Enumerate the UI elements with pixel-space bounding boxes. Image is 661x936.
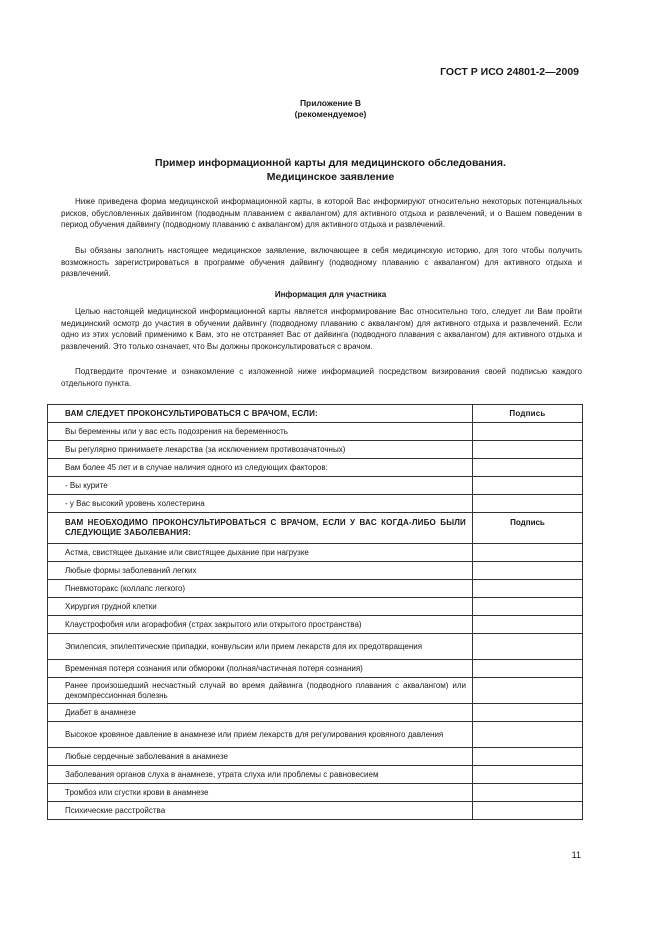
table-row xyxy=(48,423,583,441)
condition-text: Клаустрофобия или агорафобия (страх закрытого или открытого пространства) xyxy=(48,616,473,634)
intro-paragraph-1: Ниже приведена форма медицинской информационной карты, в которой Вас информируют относительно некоторых потенциальных рисков, обусловленных дайвингом (подводным плаванием с аквалангом) для активного отдыха и развлечений, и о Вашем поведении в период обучения дайвингу (подводному плаванию с аквалангом) для активного отдыха и развлечений. xyxy=(61,197,582,229)
condition-text: Ранее произошедший несчастный случай во время дайвинга (подводного плавания с аквалангом) или декомпрессионная болезнь xyxy=(48,678,473,704)
table-row xyxy=(48,598,583,616)
standard-designation: ГОСТ Р ИСО 24801-2—2009 xyxy=(440,66,579,78)
table-row xyxy=(48,616,583,634)
section1-header: ВАМ СЛЕДУЕТ ПРОКОНСУЛЬТИРОВАТЬСЯ С ВРАЧОМ, ЕСЛИ: xyxy=(48,405,473,423)
document-title-line1: Пример информационной карты для медицинского обследования. xyxy=(155,157,506,169)
page-number: 11 xyxy=(571,850,581,860)
table-row xyxy=(48,634,583,660)
table-row xyxy=(48,544,583,562)
signature-cell[interactable] xyxy=(473,748,583,766)
condition-text: Диабет в анамнезе xyxy=(48,704,473,722)
table-row xyxy=(48,459,583,477)
condition-text: - у Вас высокий уровень холестерина xyxy=(48,495,473,513)
participant-paragraph-2: Подтвердите прочтение и ознакомление с изложенной ниже информацией посредством визирования своей подписью каждого отдельного пункта. xyxy=(61,367,582,388)
participant-paragraph-1: Целью настоящей медицинской информационной карты является информирование Вас относительно того, следует ли Вам пройти медицинский осмотр до участия в обучении дайвингу (подводному плаванию с аквалангом) для активного отдыха и развлечений. Если одно из этих условий применимо к Вам, это не отстраняет Вас от дайвинга (подводного плавания с аквалангом) для активного отдыха и развлечений. Это только означает, что Вы должны проконсультироваться с врачом. xyxy=(61,307,582,351)
signature-cell[interactable] xyxy=(473,678,583,704)
signature-column-header: Подпись xyxy=(473,405,583,423)
signature-column-header: Подпись xyxy=(473,513,583,544)
section2-header: ВАМ НЕОБХОДИМО ПРОКОНСУЛЬТИРОВАТЬСЯ С ВРАЧОМ, ЕСЛИ У ВАС КОГДА-ЛИБО БЫЛИ СЛЕДУЮЩИЕ ЗАБОЛЕВАНИЯ: xyxy=(48,513,473,544)
table-row xyxy=(48,441,583,459)
condition-text: Любые формы заболеваний легких xyxy=(48,562,473,580)
signature-cell[interactable] xyxy=(473,634,583,660)
signature-cell[interactable] xyxy=(473,802,583,820)
table-row xyxy=(48,802,583,820)
annex-type: (рекомендуемое) xyxy=(294,109,367,119)
table-row xyxy=(48,678,583,704)
table-row xyxy=(48,748,583,766)
table-row xyxy=(48,580,583,598)
table-row xyxy=(48,495,583,513)
condition-text: Хирургия грудной клетки xyxy=(48,598,473,616)
signature-cell[interactable] xyxy=(473,784,583,802)
table-row xyxy=(48,704,583,722)
condition-text: Пневмоторакс (коллапс легкого) xyxy=(48,580,473,598)
table-row xyxy=(48,784,583,802)
condition-text: - Вы курите xyxy=(48,477,473,495)
condition-text: Заболевания органов слуха в анамнезе, утрата слуха или проблемы с равновесием xyxy=(48,766,473,784)
table-row xyxy=(48,562,583,580)
section1-header-row xyxy=(48,405,583,423)
condition-text: Вы беременны или у вас есть подозрения на беременность xyxy=(48,423,473,441)
signature-cell[interactable] xyxy=(473,704,583,722)
section2-header-row xyxy=(48,513,583,544)
signature-cell[interactable] xyxy=(473,580,583,598)
signature-cell[interactable] xyxy=(473,598,583,616)
table-row xyxy=(48,766,583,784)
condition-text: Высокое кровяное давление в анамнезе или прием лекарств для регулирования кровяного давления xyxy=(48,722,473,748)
table-row xyxy=(48,477,583,495)
signature-cell[interactable] xyxy=(473,544,583,562)
table-row xyxy=(48,660,583,678)
signature-cell[interactable] xyxy=(473,722,583,748)
condition-text: Временная потеря сознания или обмороки (полная/частичная потеря сознания) xyxy=(48,660,473,678)
annex-title: Приложение В xyxy=(299,98,362,108)
signature-cell[interactable] xyxy=(473,766,583,784)
signature-cell[interactable] xyxy=(473,562,583,580)
condition-text: Астма, свистящее дыхание или свистящее дыхание при нагрузке xyxy=(48,544,473,562)
document-title-line2: Медицинское заявление xyxy=(266,171,395,183)
signature-cell[interactable] xyxy=(473,660,583,678)
condition-text: Эпилепсия, эпилептические припадки, конвульсии или прием лекарств для их предотвращения xyxy=(48,634,473,660)
intro-paragraph-2: Вы обязаны заполнить настоящее медицинское заявление, включающее в себя медицинскую историю, для того чтобы получить возможность зарегистрироваться в программе обучения дайвингу (подводному плаванию с аквалангом) для активного отдыха и развлечений. xyxy=(61,246,582,278)
participant-heading: Информация для участника xyxy=(274,290,387,299)
signature-cell[interactable] xyxy=(473,495,583,513)
medical-statement-table xyxy=(47,404,583,820)
condition-text: Любые сердечные заболевания в анамнезе xyxy=(48,748,473,766)
condition-text: Вам более 45 лет и в случае наличия одного из следующих факторов: xyxy=(48,459,473,477)
condition-text: Психические расстройства xyxy=(48,802,473,820)
condition-text: Тромбоз или сгустки крови в анамнезе xyxy=(48,784,473,802)
signature-cell[interactable] xyxy=(473,423,583,441)
signature-cell[interactable] xyxy=(473,459,583,477)
signature-cell[interactable] xyxy=(473,616,583,634)
table-row xyxy=(48,722,583,748)
signature-cell[interactable] xyxy=(473,477,583,495)
condition-text: Вы регулярно принимаете лекарства (за исключением противозачаточных) xyxy=(48,441,473,459)
signature-cell[interactable] xyxy=(473,441,583,459)
